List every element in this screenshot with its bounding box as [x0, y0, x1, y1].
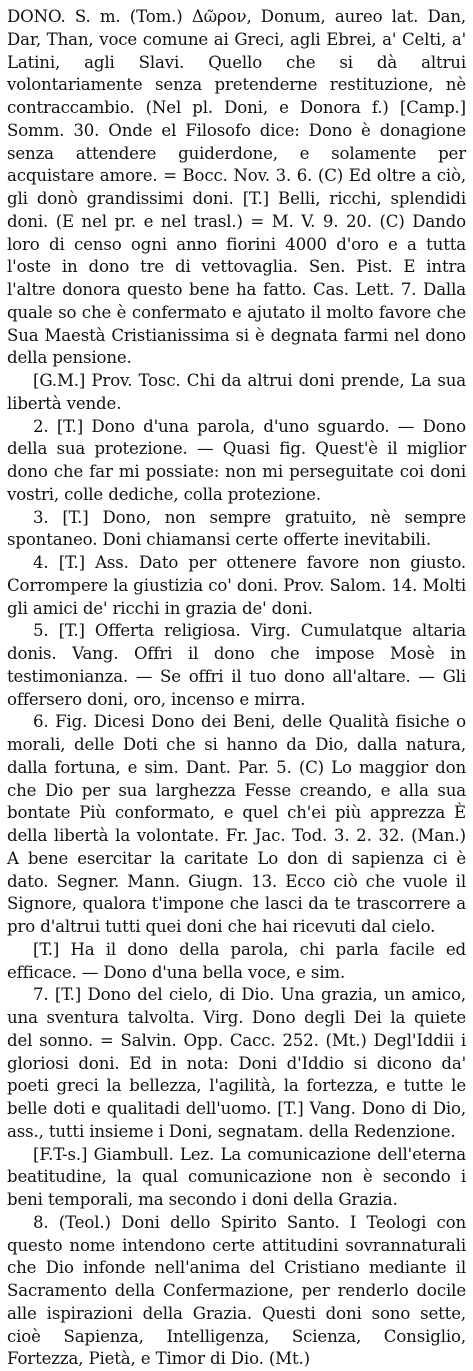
- sense-7-paragraph: 7. [T.] Dono del cielo, di Dio. Una grazia, un amico, una sventura talvolta. Virg. Dono degli Dei la quiete del sonno. = Salvin. Opp. Cacc. 252. (Mt.) Degl'Iddii i gloriosi doni. Ed in nota: Doni d'Iddio si dicono da' poeti greci la bellezza, l'agilità, la fortezza, e tutte le belle doti e qualitadi dell'uomo. [T.] Vang. Dono di Dio, ass., tutti insieme i Doni, segnatam. della Redenzione.: [7, 985, 466, 1141]
- sense-8-paragraph: 8. (Teol.) Doni dello Spirito Santo. I Teologi con questo nome intendono certe attitudini sovrannaturali che Dio infonde nell'anima del Cristiano mediante il Sacramento della Confermazione, per renderlo docile alle ispirazioni della Grazia. Questi doni sono sette, cioè Sapienza, Intelligenza, Scienza, Consiglio, Fortezza, Pietà, e Timor di Dio. (Mt.): [7, 1212, 466, 1369]
- sense-2-paragraph: 2. [T.] Dono d'una parola, d'uno sguardo. — Dono della sua protezione. — Quasi fig. Quest'è il miglior dono che far mi possiate: non mi perseguitate coi doni vostri, colle dediche, colla protezione.: [7, 416, 466, 504]
- entry-definition-paragraph: DONO. S. m. (Tom.) Δῶρον, Donum, aureo lat. Dan, Dar, Than, voce comune ai Greci, agli Ebrei, a' Celti, a' Latini, agli Slavi. Quello che si dà altrui volontariamente senza pretenderne restituzione, nè contraccambio. (Nel pl. Doni, e Donora f.) [Camp.] Somm. 30. Onde el Filosofo dice: Dono è donagione senza attendere guiderdone, e solamente per acquistare amore. = Bocc. Nov. 3. 6. (C) Ed oltre a ciò, gli donò grandissimi doni. [T.] Belli, ricchi, splendidi doni. (E nel pr. e nel trasl.) = M. V. 9. 20. (C) Dando loro di censo ogni anno fiorini 4000 d'oro e a tutta l'oste in dono tre di vettovaglia. Sen. Pist. E intra l'altre donora questo bene ha fatto. Cas. Lett. 7. Dalla quale so che è confermato e ajutato il molto favore che Sua Maestà Cristianissima si è degnata farmi nel dono della pensione.: [7, 7, 466, 368]
- proverb-paragraph: [G.M.] Prov. Tosc. Chi da altrui doni prende, La sua libertà vende.: [7, 371, 466, 413]
- sense-4-paragraph: 4. [T.] Ass. Dato per ottenere favore non giusto. Corrompere la giustizia co' doni. Prov. Salom. 14. Molti gli amici de' ricchi in grazia de' doni.: [7, 553, 466, 618]
- sense-6-note-paragraph: [T.] Ha il dono della parola, chi parla facile ed efficace. — Dono d'una bella voce, e sim.: [7, 939, 466, 982]
- sense-5-paragraph: 5. [T.] Offerta religiosa. Virg. Cumulatque altaria donis. Vang. Offri il dono che impose Mosè in testimonianza. — Se offri il tuo dono all'altare. — Gli offersero doni, oro, incenso e mirra.: [7, 621, 466, 709]
- sense-3-paragraph: 3. [T.] Dono, non sempre gratuito, nè sempre spontaneo. Doni chiamansi certe offerte inevitabili.: [7, 507, 466, 550]
- sense-7-note-paragraph: [F.T-s.] Giambull. Lez. La comunicazione dell'eterna beatitudine, la qual comunicazione non è secondo i beni temporali, ma secondo i doni della Grazia.: [7, 1144, 466, 1209]
- sense-6-paragraph: 6. Fig. Dicesi Dono dei Beni, delle Qualità fisiche o morali, delle Doti che si hanno da Dio, dalla natura, dalla fortuna, e sim. Dant. Par. 5. (C) Lo maggior don che Dio per sua larghezza Fesse creando, e alla sua bontate Più conformato, e quel ch'ei più apprezza È della libertà la volontate. Fr. Jac. Tod. 3. 2. 32. (Man.) A bene esercitar la caritate Lo don di sapienza ci è dato. Segner. Mann. Giugn. 13. Ecco ciò che vuole il Signore, qualora t'impone che lasci da te trascorrere a pro d'altrui tutti quei doni che hai ricevuti dal cielo.: [7, 712, 466, 936]
